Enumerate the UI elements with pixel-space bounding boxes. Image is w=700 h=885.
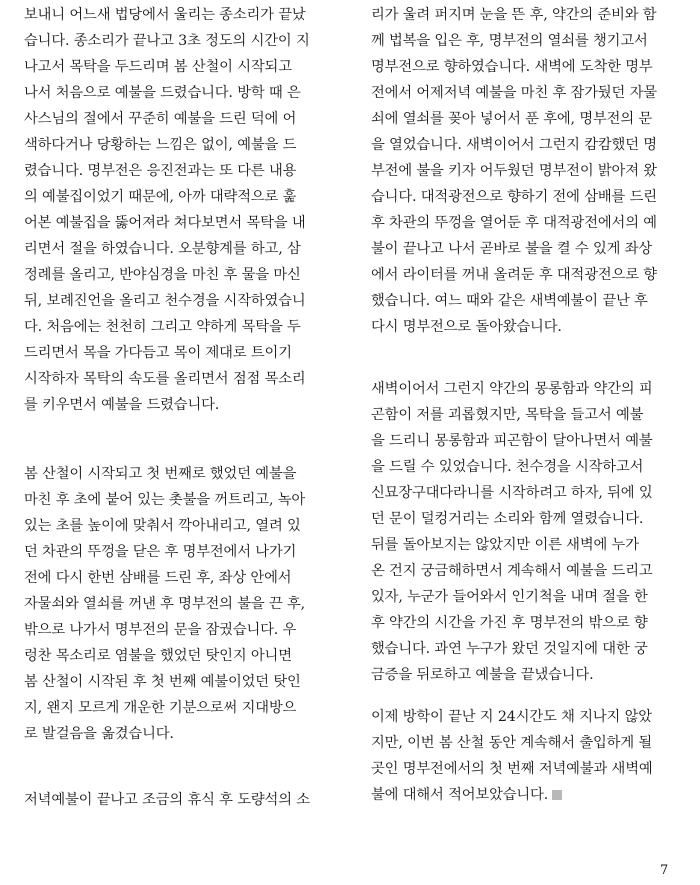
text-line: 금증을 뒤로하고 예불을 끝냈습니다.	[371, 667, 594, 683]
text-line: 새벽이어서 그런지 약간의 몽롱함과 약간의 피	[371, 381, 653, 397]
text-line: 마친 후 초에 붙어 있는 촛불을 꺼트리고, 녹아	[24, 492, 306, 508]
text-line: 리면서 절을 하였습니다. 오분향계를 하고, 삼	[24, 241, 301, 257]
text-line: 있자, 누군가 들어와서 인기척을 내며 절을 한	[371, 589, 648, 605]
text-line: 의 예불집이었기 때문에, 아까 대략적으로 훑	[24, 189, 297, 205]
text-line: 를 키우면서 예불을 드렸습니다.	[24, 397, 220, 413]
text-line: 자물쇠와 열쇠를 꺼낸 후 명부전의 불을 끈 후,	[24, 596, 306, 612]
text-line: 색하다거나 당황하는 느낌은 없이, 예불을 드	[24, 137, 297, 153]
text-line: 보내니 어느새 법당에서 울리는 종소리가 끝났	[24, 7, 306, 23]
text-line: 렁찬 목소리로 염불을 했었던 탓인지 아니면	[24, 648, 292, 664]
text-line: 지, 왠지 모르게 개운한 기분으로써 지대방으	[24, 700, 297, 716]
text-line-content: 불에 대해서 적어보았습니다.	[371, 787, 549, 803]
text-line: 지만, 이번 봄 산철 동안 계속해서 출입하게 될	[371, 735, 653, 751]
text-line: 던 차관의 뚜껑을 닫은 후 명부전에서 나가기	[24, 544, 297, 560]
text-line: 후 차관의 뚜껑을 열어둔 후 대적광전에서의 예	[371, 215, 657, 231]
text-line: 저녁예불이 끝나고 조금의 휴식 후 도량석의 소	[24, 792, 310, 808]
text-line: 습니다. 대적광전으로 향하기 전에 삼배를 드린	[371, 189, 657, 205]
end-square-mark	[552, 790, 562, 800]
text-line: 전에 다시 한번 삼배를 드린 후, 좌상 안에서	[24, 570, 292, 586]
text-line: 정례를 올리고, 반야심경을 마친 후 물을 마신	[24, 267, 301, 283]
text-line: 신묘장구대다라니를 시작하려고 하자, 뒤에 있	[371, 485, 653, 501]
text-line: 불이 끝나고 나서 곧바로 불을 켤 수 있게 좌상	[371, 241, 653, 257]
text-line: 습니다. 종소리가 끝나고 3초 정도의 시간이 지	[24, 33, 310, 49]
text-line: 던 문이 덜컹거리는 소리와 함께 열렸습니다.	[371, 511, 644, 527]
text-line: 께 법복을 입은 후, 명부전의 열쇠를 챙기고서	[371, 33, 648, 49]
text-line: 곳인 명부전에서의 첫 번째 저녁예불과 새벽예	[371, 761, 653, 777]
text-line: 드리면서 목을 가다듬고 목이 제대로 트이기	[24, 345, 292, 361]
text-line: 했습니다. 과연 누구가 왔던 것일지에 대한 궁	[371, 641, 648, 657]
text-line: 부전에 불을 키자 어두웠던 명부전이 밝아져 왔	[371, 163, 657, 179]
text-line: 렸습니다. 명부전은 응진전과는 또 다른 내용	[24, 163, 297, 179]
text-line: 봄 산철이 시작된 후 첫 번째 예불이었던 탓인	[24, 674, 301, 690]
text-line: 후 약간의 시간을 가진 후 명부전의 밖으로 향	[371, 615, 648, 631]
text-line: 있는 초를 높이에 맞춰서 깍아내리고, 열려 있	[24, 518, 301, 534]
page-number: 7	[660, 863, 669, 878]
text-line: 나서 처음으로 예불을 드렸습니다. 방학 때 은	[24, 85, 301, 101]
text-line: 쇠에 열쇠를 꽂아 넣어서 푼 후에, 명부전의 문	[371, 111, 653, 127]
text-line: 을 드릴 수 있었습니다. 천수경을 시작하고서	[371, 459, 644, 475]
text-line: 다. 처음에는 천천히 그리고 약하게 목탁을 두	[24, 319, 301, 335]
text-line: 리가 울려 퍼지며 눈을 뜬 후, 약간의 준비와 함	[371, 7, 657, 23]
text-line: 에서 라이터를 꺼내 올려둔 후 대적광전으로 향	[371, 267, 657, 283]
text-line: 나고서 목탁을 두드리며 봄 산철이 시작되고	[24, 59, 292, 75]
text-line: 명부전으로 향하였습니다. 새벽에 도착한 명부	[371, 59, 653, 75]
text-line: 곤함이 저를 괴롭혔지만, 목탁을 들고서 예불	[371, 407, 644, 423]
text-line: 뒤, 보례진언을 올리고 천수경을 시작하였습니	[24, 293, 306, 309]
text-line: 봄 산철이 시작되고 첫 번째로 했었던 예불을	[24, 466, 297, 482]
text-line: 사스님의 절에서 꾸준히 예불을 드린 덕에 어	[24, 111, 297, 127]
text-line: 어본 예불집을 뚫어져라 쳐다보면서 목탁을 내	[24, 215, 306, 231]
text-line: 했습니다. 여느 때와 같은 새벽예불이 끝난 후	[371, 293, 648, 309]
text-line: 밖으로 나가서 명부전의 문을 잠궜습니다. 우	[24, 622, 297, 638]
text-line: 다시 명부전으로 돌아왔습니다.	[371, 319, 562, 335]
text-line: 시작하자 목탁의 속도를 올리면서 점점 목소리	[24, 371, 306, 387]
text-line: 이제 방학이 끝난 지 24시간도 채 지나지 않았	[371, 709, 652, 725]
text-line: 로 발걸음을 옮겼습니다.	[24, 726, 174, 742]
text-line-final	[371, 786, 562, 804]
text-line: 온 건지 궁금해하면서 계속해서 예불을 드리고	[371, 563, 653, 579]
text-line: 뒤를 돌아보지는 않았지만 이른 새벽에 누가	[371, 537, 639, 553]
text-line: 전에서 어제저녁 예불을 마친 후 잠가뒀던 자물	[371, 85, 657, 101]
text-line: 을 드리니 몽롱함과 피곤함이 달아나면서 예불	[371, 433, 653, 449]
text-line: 을 열었습니다. 새벽이어서 그런지 캄캄했던 명	[371, 137, 657, 153]
